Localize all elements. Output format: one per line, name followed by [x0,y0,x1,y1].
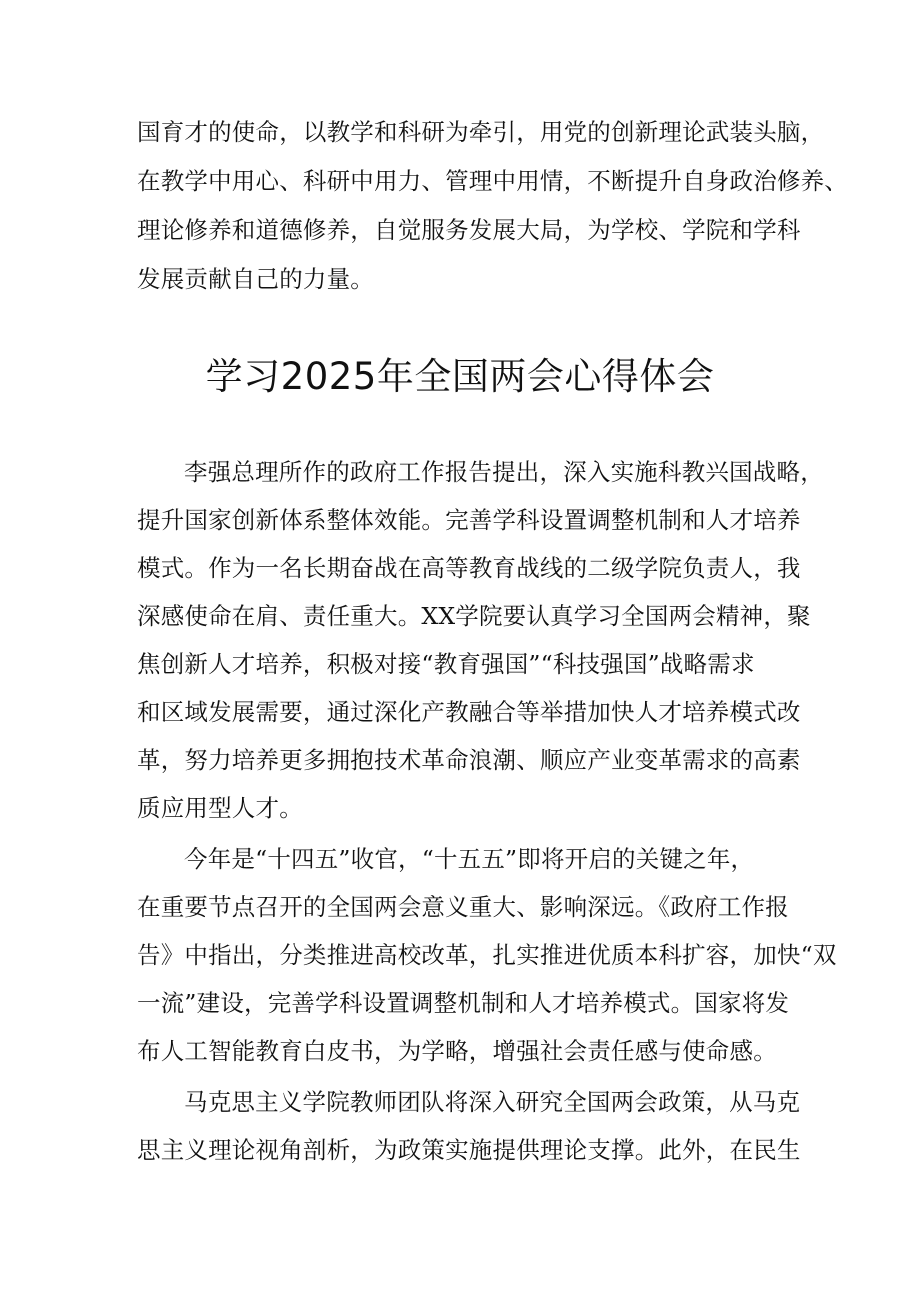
text-line: 马克思主义学院教师团队将深入研究全国两会政策，从马克 [184,1088,801,1116]
text-line: 在重要节点召开的全国两会意义重大、影响深远。《政府工作报 [137,893,789,921]
text-line: 深感使命在肩、责任重大。XX学院要认真学习全国两会精神，聚 [137,602,811,630]
text-line: 一流”建设，完善学科设置调整机制和人才培养模式。国家将发 [137,989,790,1017]
text-line: 布人工智能教育白皮书，为学略，增强社会责任感与使命感。 [137,1037,777,1065]
text-line: 发展贡献自己的力量。 [137,265,374,293]
text-line: 模式。作为一名长期奋战在高等教育战线的二级学院负责人，我 [137,554,801,582]
text-line: 思主义理论视角剖析，为政策实施提供理论支撑。此外，在民生 [137,1136,801,1164]
text-line: 和区域发展需要，通过深化产教融合等举措加快人才培养模式改 [137,698,801,726]
text-line: 焦创新人才培养，积极对接“教育强国”“科技强国”战略需求 [137,650,755,678]
text-line: 李强总理所作的政府工作报告提出，深入实施科教兴国战略， [184,458,824,486]
text-line: 革，努力培养更多拥抱技术革命浪潮、顺应产业变革需求的高素 [137,746,801,774]
text-line: 今年是“十四五”收官，“十五五”即将开启的关键之年， [184,845,755,873]
text-line: 理论修养和道德修养，自觉服务发展大局，为学校、学院和学科 [137,216,801,244]
text-line: 告》中指出，分类推进高校改革，扎实推进优质本科扩容，加快“双 [137,941,837,969]
text-line: 国育才的使命，以教学和科研为牵引，用党的创新理论武装头脑， [137,118,825,146]
text-line: 质应用型人才。 [137,794,303,822]
text-line: 提升国家创新体系整体效能。完善学科设置调整机制和人才培养 [137,506,801,534]
text-line: 在教学中用心、科研中用力、管理中用情，不断提升自身政治修养、 [137,167,848,195]
article-title: 学习2025年全国两会心得体会 [205,355,715,398]
